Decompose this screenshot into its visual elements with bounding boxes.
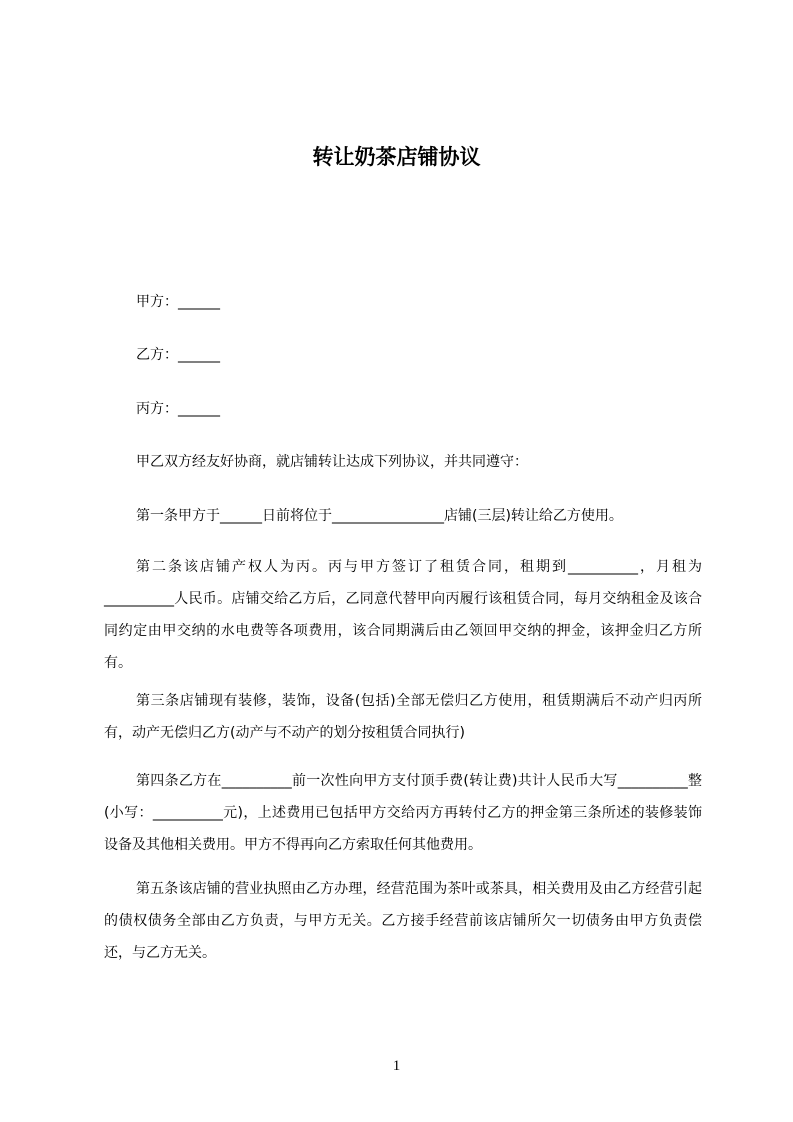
party-b-line: 乙方：______ — [136, 347, 220, 363]
clause-1: 第一条甲方于______日前将位于________________店铺(三层)转让给乙方使用。 — [136, 508, 623, 524]
intro-paragraph: 甲乙双方经友好协商，就店铺转让达成下列协议，并共同遵守： — [136, 454, 528, 470]
document-title: 转让奶茶店铺协议 — [312, 145, 481, 169]
clause-2: 第二条该店铺产权人为丙。丙与甲方签订了租赁合同，租期到__________，月租为__________人民币。店铺交给乙方后，乙同意代替甲向丙履行该租赁合同，每月交纳租金及该合同约定由甲交纳的水电费等各项费用，该合同期满后由乙领回甲交纳的押金，该押金归乙方所有。 — [104, 559, 702, 671]
clause-5: 第五条该店铺的营业执照由乙方办理，经营范围为茶叶或茶具，相关费用及由乙方经营引起的债权债务全部由乙方负责，与甲方无关。乙方接手经营前该店铺所欠一切债务由甲方负责偿还，与乙方无关。 — [104, 881, 702, 961]
party-a-line: 甲方：______ — [136, 294, 220, 310]
clause-4: 第四条乙方在__________前一次性向甲方支付顶手费(转让费)共计人民币大写__________整(小写：__________元)，上述费用已包括甲方交给丙方再转付乙方的押金第三条所述的装修装饰设备及其他相关费用。甲方不得再向乙方索取任何其他费用。 — [104, 773, 702, 853]
page-number: 1 — [392, 1058, 401, 1074]
clause-3: 第三条店铺现有装修，装饰，设备(包括)全部无偿归乙方使用，租赁期满后不动产归丙所有，动产无偿归乙方(动产与不动产的划分按租赁合同执行) — [104, 693, 702, 741]
party-c-line: 丙方：______ — [136, 401, 220, 417]
